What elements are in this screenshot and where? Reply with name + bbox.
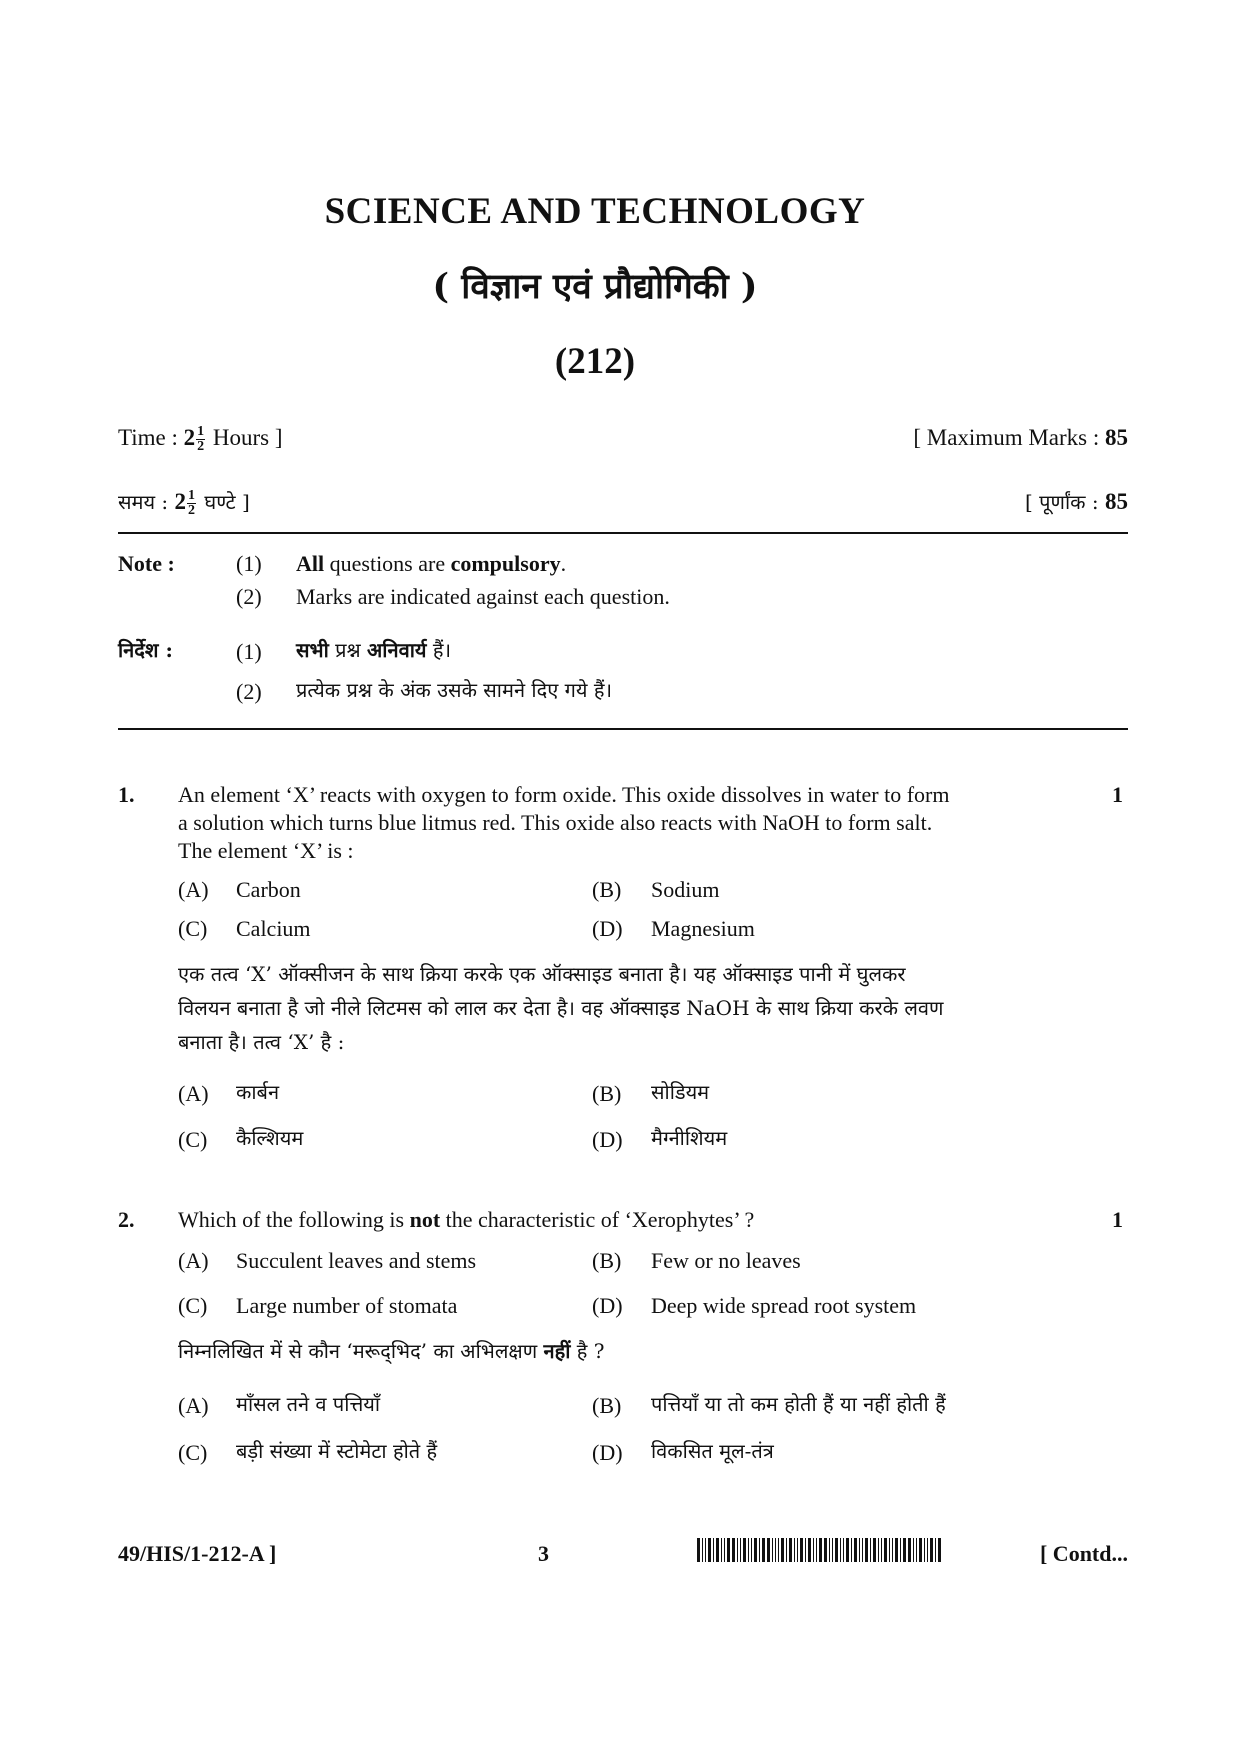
option-a-hindi: माँसल तने व पत्तियाँ [236,1392,381,1416]
option-b-hindi: पत्तियाँ या तो कम होती हैं या नहीं होती हैं [651,1392,946,1416]
option-b: Few or no leaves [651,1248,801,1273]
option-c: Calcium [236,916,311,941]
option-a: Carbon [236,877,301,902]
paper-code: 49/HIS/1-212-A ] [118,1541,277,1566]
question-number: 1. [118,782,135,807]
note-label-hindi: निर्देश : [118,638,173,662]
paper-title-hindi: ( विज्ञान एवं प्रौद्योगिकी ) [432,266,758,307]
barcode [697,1538,1019,1566]
paper-title: SCIENCE AND TECHNOLOGY [324,191,866,232]
option-d-hindi: विकसित मूल-तंत्र [651,1439,774,1463]
time-fraction: $\frac{1}{2}$ [197,424,205,455]
option-d: Magnesium [651,916,755,941]
question-1-text-hindi: एक तत्व ‘X’ ऑक्सीजन के साथ क्रिया करके एक ऑक्साइड बनाता है। यह ऑक्साइड पानी में घुलकर विलयन बनाता है जो नीले लिटमस को लाल कर देता है। वह ऑक्साइड NaOH के साथ क्रिया करके लवण बनाता है। तत्व ‘X’ है : [178,962,944,1054]
divider [118,532,1128,534]
question-marks: 1 [1112,1207,1123,1232]
option-d: Deep wide spread root system [651,1293,917,1318]
option-a-hindi: कार्बन [236,1080,280,1104]
option-c-hindi: बड़ी संख्या में स्टोमेटा होते हैं [236,1439,438,1463]
option-d-hindi: मैग्नीशियम [651,1126,728,1150]
subject-code: (212) [554,341,636,382]
note-1-hindi: सभी प्रश्न अनिवार्य हैं। [296,638,452,662]
question-2-text-hindi: निम्नलिखित में से कौन ‘मरूद्‌भिद’ का अभिलक्षण नहीं है ? [178,1339,605,1363]
question-marks: 1 [1112,782,1123,807]
divider [118,728,1128,730]
question-2-text: Which of the following is not the characteristic of ‘Xerophytes’ ? [178,1207,755,1232]
time-hi: समय : 2 $\frac{1}{2}$ घण्टे ] [118,488,250,518]
note-label: Note : [118,551,175,576]
note-1: All questions are compulsory. [296,551,567,576]
question-number: 2. [118,1207,135,1232]
option-a: Succulent leaves and stems [236,1248,477,1273]
option-b: Sodium [651,877,720,902]
question-1-text: An element ‘X’ reacts with oxygen to form oxide. This oxide dissolves in water to form a solution which turns blue litmus red. This oxide also reacts with NaOH to form salt. The element ‘X’ is : [178,782,950,863]
option-c: Large number of stomata [236,1293,458,1318]
option-c-hindi: कैल्शियम [236,1126,304,1150]
max-marks-en: [ Maximum Marks : 85 [913,425,1128,450]
page-number: 3 [538,1541,549,1566]
max-marks-hi: [ पूर्णांक : 85 [1025,489,1128,514]
note-2: Marks are indicated against each question. [296,584,670,609]
continued-label: [ Contd... [1039,1541,1128,1566]
note-2-hindi: प्रत्येक प्रश्न के अंक उसके सामने दिए गये हैं। [296,678,613,702]
option-b-hindi: सोडियम [651,1080,710,1104]
time-en: Time : 2 $\frac{1}{2}$ Hours ] [118,424,283,455]
